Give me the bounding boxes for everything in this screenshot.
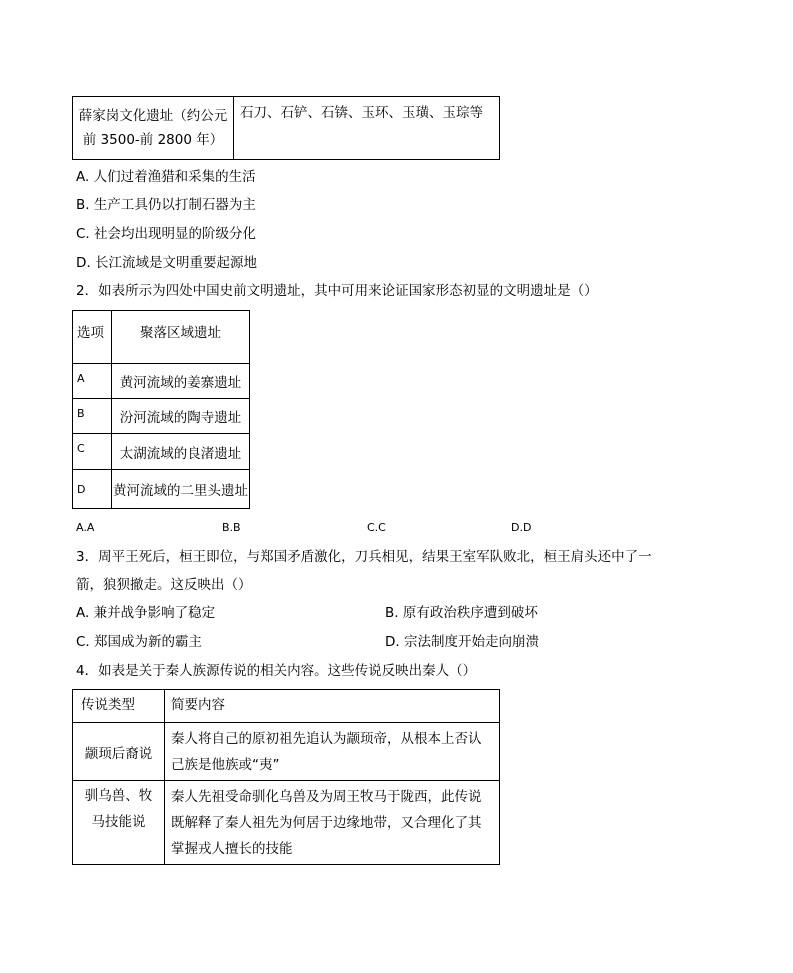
q4-stem: 4．如表是关于秦人族源传说的相关内容。这些传说反映出秦人（） (76, 663, 477, 679)
table-1-right-text: 石刀、石铲、石锛、玉环、玉璜、玉琮等 (240, 105, 483, 121)
q1-option-d: D. 长江流域是文明重要起源地 (76, 255, 257, 271)
table-1-left-line-2: 前 3500-前 2800 年） (82, 132, 224, 148)
q2-table-row-b-label: B (73, 399, 112, 434)
table-1-left-cell (73, 97, 234, 160)
q2-table-header-option: 选项 (73, 311, 112, 364)
table-1-left-line-1: 薛家岗文化遗址（约公元 (78, 108, 228, 124)
q3-option-b: B. 原有政治秩序遭到破坏 (385, 605, 538, 621)
q2-table-row-d-label: D (73, 470, 112, 509)
q1-option-c: C. 社会均出现明显的阶级分化 (76, 226, 257, 242)
q2-table-header-site: 聚落区域遗址 (112, 311, 250, 364)
q2-table (72, 310, 250, 509)
q3-option-c: C. 郑国成为新的霸主 (76, 634, 203, 650)
q4-table-row-2-content: 秦人先祖受命驯化乌兽及为周王牧马于陇西，此传说 既解释了秦人祖先为何居于边缘地带，又合理化了其 掌握戎人擅长的技能 (165, 781, 500, 865)
q1-option-b: B. 生产工具仍以打制石器为主 (76, 197, 256, 213)
q2-option-b: B.B (222, 521, 241, 534)
q3-option-a: A. 兼并战争影响了稳定 (76, 605, 216, 621)
q1-option-a: A. 人们过着渔猎和采集的生活 (76, 169, 256, 185)
q2-table-row-c-label: C (73, 434, 112, 470)
q2-option-c: C.C (367, 521, 386, 534)
q4-table-row-1-content: 秦人将自己的原初祖先追认为颛顼帝，从根本上否认 己族是他族或“夷” (165, 723, 500, 781)
table-1 (72, 96, 500, 160)
q4-table-row-1-type: 颛顼后裔说 (73, 723, 165, 781)
q2-option-d: D.D (511, 521, 532, 534)
q2-table-row-a-site: 黄河流域的姜寨遗址 (112, 364, 250, 399)
q3-stem-line-2: 箭，狼狈撤走。这反映出（） (76, 577, 252, 593)
q4-table (72, 689, 500, 865)
q4-table-row-2-type: 驯乌兽、牧 马技能说 (73, 781, 165, 865)
q2-stem: 2．如表所示为四处中国史前文明遗址，其中可用来论证国家形态初显的文明遗址是（） (76, 283, 598, 299)
q2-table-row-c-site: 太湖流域的良渚遗址 (112, 434, 250, 470)
q2-table-row-a-label: A (73, 364, 112, 399)
q3-option-d: D. 宗法制度开始走向崩溃 (385, 634, 539, 650)
table-1-right-cell (234, 97, 500, 160)
q4-table-header-content: 简要内容 (165, 690, 500, 723)
q3-stem-line-1: 3．周平王死后，桓王即位，与郑国矛盾激化，刀兵相见，结果王室军队败北，桓王肩头还中了一 (76, 549, 652, 565)
q2-option-a: A.A (76, 521, 95, 534)
q4-table-header-type: 传说类型 (73, 690, 165, 723)
q2-table-row-d-site: 黄河流域的二里头遗址 (112, 470, 250, 509)
q2-table-row-b-site: 汾河流域的陶寺遗址 (112, 399, 250, 434)
